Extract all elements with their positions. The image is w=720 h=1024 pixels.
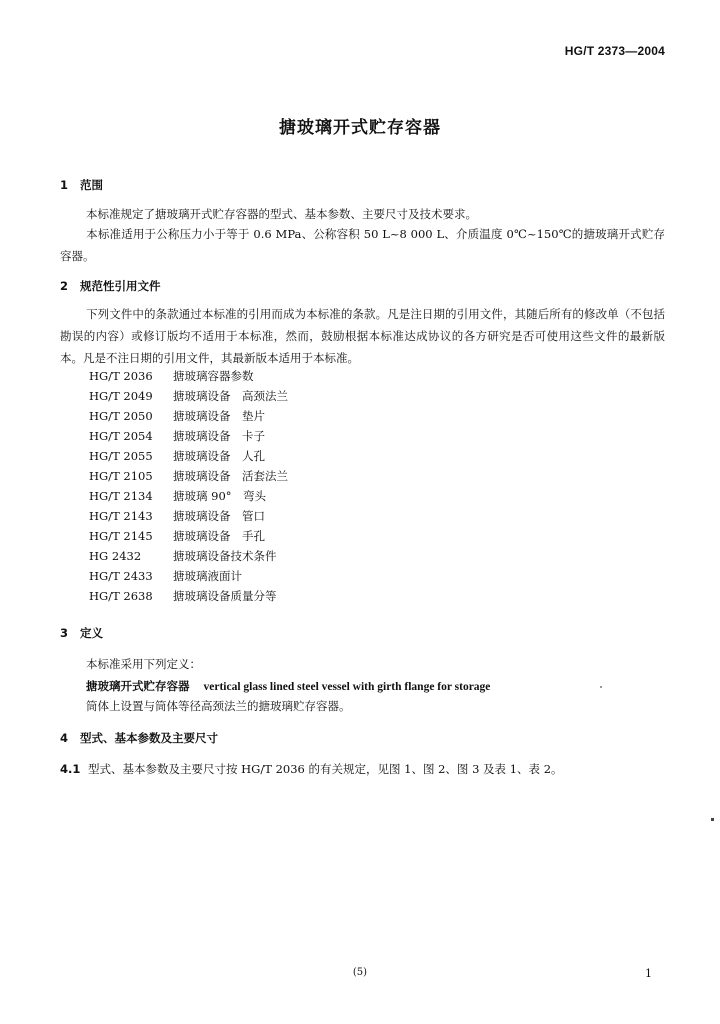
reference-code: HG/T 2055	[89, 449, 153, 463]
reference-code: HG 2432	[89, 549, 142, 563]
reference-title: 搪玻璃设备 人孔	[173, 449, 265, 463]
subsection-4-1	[60, 761, 563, 777]
paragraph-text: 本标准规定了搪玻璃开式贮存容器的型式、基本参数、主要尺寸及技术要求。	[86, 207, 477, 221]
reference-item	[89, 526, 288, 546]
section-4-heading	[60, 730, 218, 746]
reference-title: 搪玻璃设备 管口	[173, 509, 265, 523]
reference-item	[89, 466, 288, 486]
section-1-paragraph-2	[60, 223, 665, 267]
term-english: vertical glass lined steel vessel with girth flange for storage	[203, 681, 491, 693]
reference-title: 搪玻璃设备技术条件	[173, 549, 277, 563]
reference-code: HG/T 2054	[89, 429, 153, 443]
reference-item	[89, 586, 288, 606]
section-title: 型式、基本参数及主要尺寸	[80, 731, 218, 745]
reference-item	[89, 386, 288, 406]
reference-item	[89, 546, 288, 566]
reference-code: HG/T 2143	[89, 509, 153, 523]
reference-title: 搪玻璃设备质量分等	[173, 589, 277, 603]
section-title: 定义	[80, 626, 103, 640]
section-2-paragraph-1	[60, 303, 665, 369]
reference-title: 搪玻璃设备 活套法兰	[173, 469, 288, 483]
paragraph-text: 本标准适用于公称压力小于等于 0.6 MPa、公称容积 50 L~8 000 L、介质温度 0℃~150℃的搪玻璃开式贮存容器。	[60, 227, 665, 263]
section-2-heading	[60, 278, 161, 294]
subsection-text: 型式、基本参数及主要尺寸按 HG/T 2036 的有关规定，见图 1、图 2、图 3 及表 1、表 2。	[88, 762, 563, 776]
reference-code: HG/T 2134	[89, 489, 153, 503]
reference-title: 搪玻璃设备 卡子	[173, 429, 265, 443]
reference-code: HG/T 2050	[89, 409, 153, 423]
scan-speck	[600, 686, 602, 688]
reference-item	[89, 486, 288, 506]
reference-code: HG/T 2145	[89, 529, 153, 543]
reference-title: 搪玻璃设备 高颈法兰	[173, 389, 288, 403]
reference-item	[89, 446, 288, 466]
footer-page-number: 1	[645, 967, 652, 980]
reference-code: HG/T 2638	[89, 589, 153, 603]
section-3-heading	[60, 625, 103, 641]
reference-item	[89, 506, 288, 526]
reference-code: HG/T 2433	[89, 569, 153, 583]
paragraph-text: 下列文件中的条款通过本标准的引用而成为本标准的条款。凡是注日期的引用文件，其随后所有的修改单（不包括勘误的内容）或修订版均不适用于本标准，然而，鼓励根据本标准达成协议的各方研究是否可使用这些文件的最新版本。凡是不注日期的引用文件，其最新版本适用于本标准。	[60, 307, 665, 365]
reference-title: 搪玻璃液面计	[173, 569, 242, 583]
reference-item	[89, 426, 288, 446]
standard-number: HG/T 2373—2004	[564, 44, 665, 58]
section-number: 3	[60, 626, 69, 640]
reference-code: HG/T 2049	[89, 389, 153, 403]
term-chinese: 搪玻璃开式贮存容器	[86, 679, 190, 693]
section-title: 规范性引用文件	[80, 279, 161, 293]
reference-item	[89, 366, 288, 386]
reference-item	[89, 566, 288, 586]
reference-item	[89, 406, 288, 426]
section-number: 1	[60, 178, 69, 192]
subsection-number: 4.1	[60, 762, 81, 776]
section-number: 4	[60, 731, 69, 745]
reference-list	[89, 366, 288, 606]
reference-title: 搪玻璃设备 手孔	[173, 529, 265, 543]
reference-title: 搪玻璃容器参数	[173, 369, 254, 383]
term-line	[86, 678, 490, 694]
term-definition: 筒体上设置与筒体等径高颈法兰的搪玻璃贮存容器。	[86, 699, 351, 713]
section-1-heading	[60, 177, 103, 193]
footer-page-code: (5)	[352, 967, 368, 978]
reference-title: 搪玻璃 90° 弯头	[173, 489, 267, 503]
reference-code: HG/T 2036	[89, 369, 153, 383]
reference-code: HG/T 2105	[89, 469, 153, 483]
definition-intro: 本标准采用下列定义：	[86, 657, 201, 671]
document-title: 搪玻璃开式贮存容器	[279, 118, 441, 138]
section-title: 范围	[80, 178, 103, 192]
reference-title: 搪玻璃设备 垫片	[173, 409, 265, 423]
section-number: 2	[60, 279, 69, 293]
section-1-paragraph-1	[60, 203, 665, 225]
scan-speck	[711, 818, 714, 821]
